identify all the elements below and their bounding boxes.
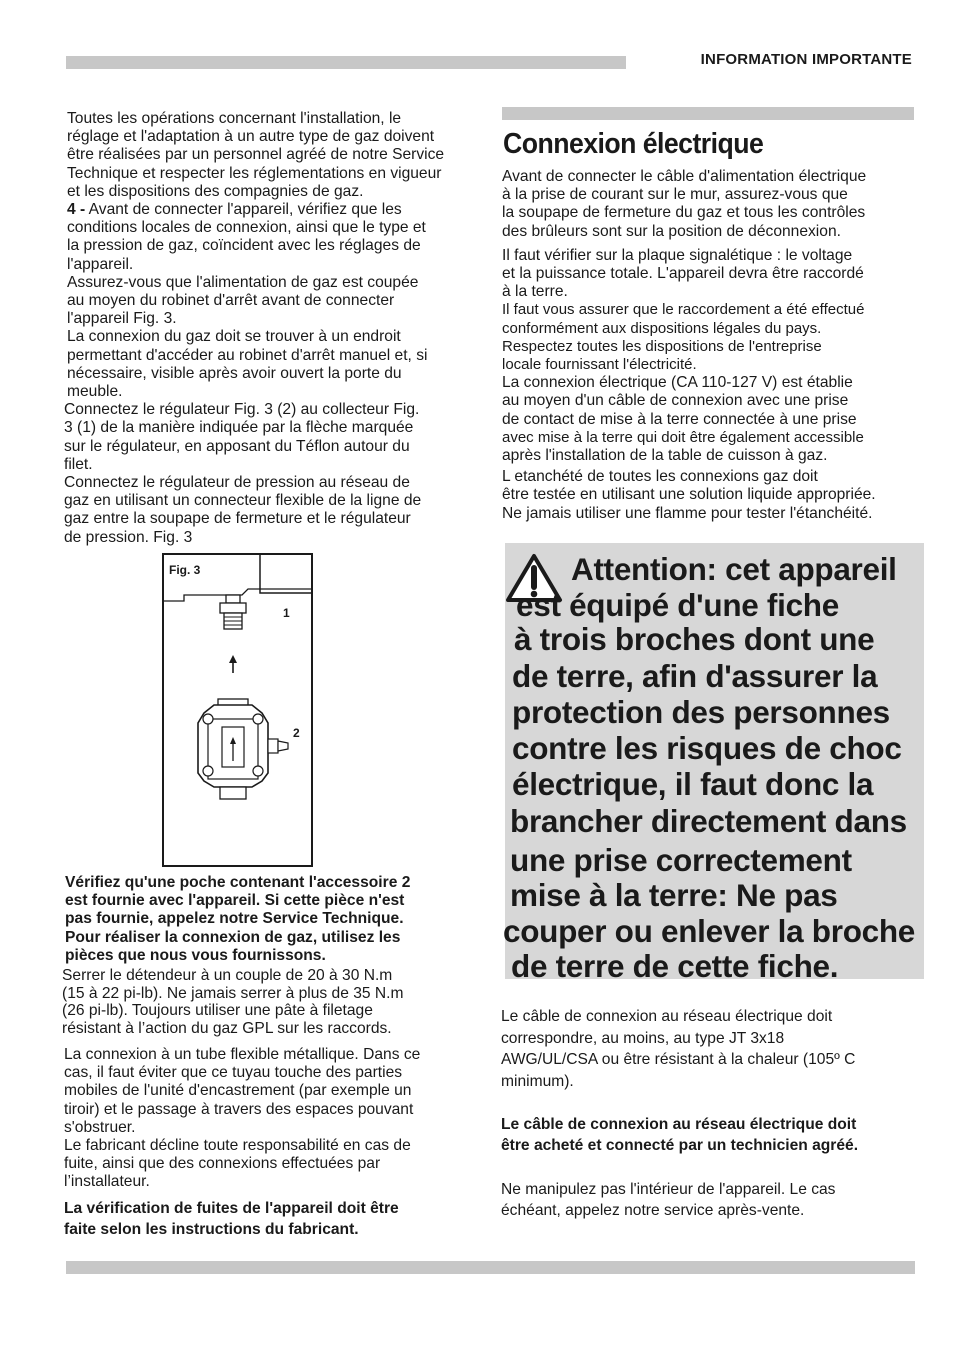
left-paragraph-5: Connectez le régulateur Fig. 3 (2) au collecteur Fig. 3 (1) de la manière indiquée par la flèche marquée sur le régulateur, en apposant du Téflon autour du filet. <box>64 401 420 473</box>
page-header-title: INFORMATION IMPORTANTE <box>700 51 912 68</box>
warning-line-1: Attention: cet appareil <box>571 551 897 587</box>
left-paragraph-3: Assurez-vous que l'alimentation de gaz est coupée au moyen du robinet d'arrêt avant de connecter l'appareil Fig. 3. <box>67 273 419 328</box>
service-paragraph: Ne manipulez pas l'intérieur de l'appareil. Le cas échéant, appelez notre service après-vente. <box>501 1181 836 1219</box>
right-paragraph-3: Il faut vous assurer que le raccordement a été effectué conformément aux dispositions légales du pays. Respectez toutes les dispositions de l'entreprise locale fournissant l'électricité. <box>502 301 865 374</box>
warning-line-11: couper ou enlever la broche <box>503 913 916 949</box>
left-paragraph-6: Connectez le régulateur de pression au réseau de gaz en utilisant un connecteur flexible de la ligne de gaz entre la soupape de fermeture et le régulateur de pression. Fig. 3 <box>64 474 422 546</box>
warning-line-7: électrique, il faut donc la <box>512 766 874 802</box>
left-paragraph-2: 4 - Avant de connecter l'appareil, vérifiez que les conditions locales de connexion, ainsi que le type et la pression de gaz, coïncident avec les réglages de l'appareil. <box>67 201 426 273</box>
cable-technician-notice: Le câble de connexion au réseau électrique doit être acheté et connecté par un technicien agréé. <box>501 1116 859 1154</box>
warning-line-10: mise à la terre: Ne pas <box>510 877 838 913</box>
header-rule <box>66 56 626 69</box>
torque-paragraph: Serrer le détendeur à un couple de 20 à 30 N.m (15 à 22 pi-lb). Ne jamais serrer à plus de 35 N.m (26 pi-lb). Toujours utiliser une pâte à filetage résistant à l’action du gaz GPL sur les raccords. <box>62 967 404 1037</box>
warning-line-5: protection des personnes <box>512 694 890 730</box>
warning-line-12: de terre de cette fiche. <box>511 948 839 984</box>
accessory-notice: Vérifiez qu'une poche contenant l'accessoire 2 est fournie avec l'appareil. Si cette pièce n'est pas fournie, appelez notre Service Technique. Pour réaliser la connexion de gaz, utilisez les pièces que nous vous fournissons. <box>65 874 411 964</box>
figure-label-1: 1 <box>283 606 290 620</box>
figure-title: Fig. 3 <box>169 563 201 577</box>
warning-box <box>503 543 924 984</box>
flexible-tube-paragraph: La connexion à un tube flexible métallique. Dans ce cas, il faut éviter que ce tuyau touche des parties mobiles de l'unité d'encastrement (par exemple un tiroir) et le passage à travers des espaces pouvant s'obstruer. Le fabricant décline toute responsabilité en cas de fuite, ainsi que des connexions effectuées par l’installateur. <box>64 1046 421 1191</box>
regulator-diagram <box>164 555 311 865</box>
left-paragraph-4: La connexion du gaz doit se trouver à un endroit permettant d'accéder au robinet d'arrêt manuel et, si nécessaire, visible après avoir ouvert la porte du meuble. <box>67 328 428 401</box>
left-column <box>64 110 487 547</box>
warning-line-8: brancher directement dans <box>510 803 907 839</box>
warning-line-3: à trois broches dont une <box>514 621 875 657</box>
right-paragraph-2: Il faut vérifier sur la plaque signalétique : le voltage et la puissance totale. L'appareil devra être raccordé à la terre. <box>502 246 864 301</box>
cable-type-paragraph: Le câble de connexion au réseau électrique doit correspondre, au moins, au type JT 3x18 AWG/UL/CSA ou être résistant à la chaleur (105º C minimum). <box>501 1008 856 1090</box>
right-paragraph-5: L etanchété de toutes les connexions gaz doit être testée en utilisant une solution liquide appropriée. Ne jamais utiliser une flamme pour tester l'étanchéité. <box>502 468 876 522</box>
right-column <box>502 168 942 523</box>
section-title: Connexion électrique <box>503 128 764 160</box>
figure-label-2: 2 <box>293 726 300 740</box>
footer-rule <box>66 1261 915 1274</box>
section-rule <box>502 107 914 120</box>
figure-3 <box>162 553 313 867</box>
right-paragraph-4: La connexion électrique (CA 110-127 V) est établie au moyen d'un câble de connexion avec une prise de contact de mise à la terre connectée à une prise avec mise à la terre qui doit être également accessible après l'installation de la table de cuisson à gaz. <box>502 374 864 465</box>
warning-line-6: contre les risques de choc <box>512 730 902 766</box>
right-paragraph-1: Avant de connecter le câble d'alimentation électrique à la prise de courant sur le mur, assurez-vous que la soupape de fermeture du gaz et tous les contrôles des brûleurs sont sur la position de déconnexion. <box>502 168 867 240</box>
warning-line-2: est équipé d'une fiche <box>516 587 839 623</box>
leak-check-notice: La vérification de fuites de l'appareil doit être faite selon les instructions du fabricant. <box>64 1200 399 1238</box>
warning-line-9: une prise correctement <box>510 842 852 878</box>
left-paragraph-1: Toutes les opérations concernant l'installation, le réglage et l'adaptation à un autre type de gaz doivent être réalisées par un personnel agréé de notre Service Technique et respecter les réglementations en vigueur et les dispositions des compagnies de gaz. <box>67 110 445 200</box>
warning-line-4: de terre, afin d'assurer la <box>512 658 878 694</box>
